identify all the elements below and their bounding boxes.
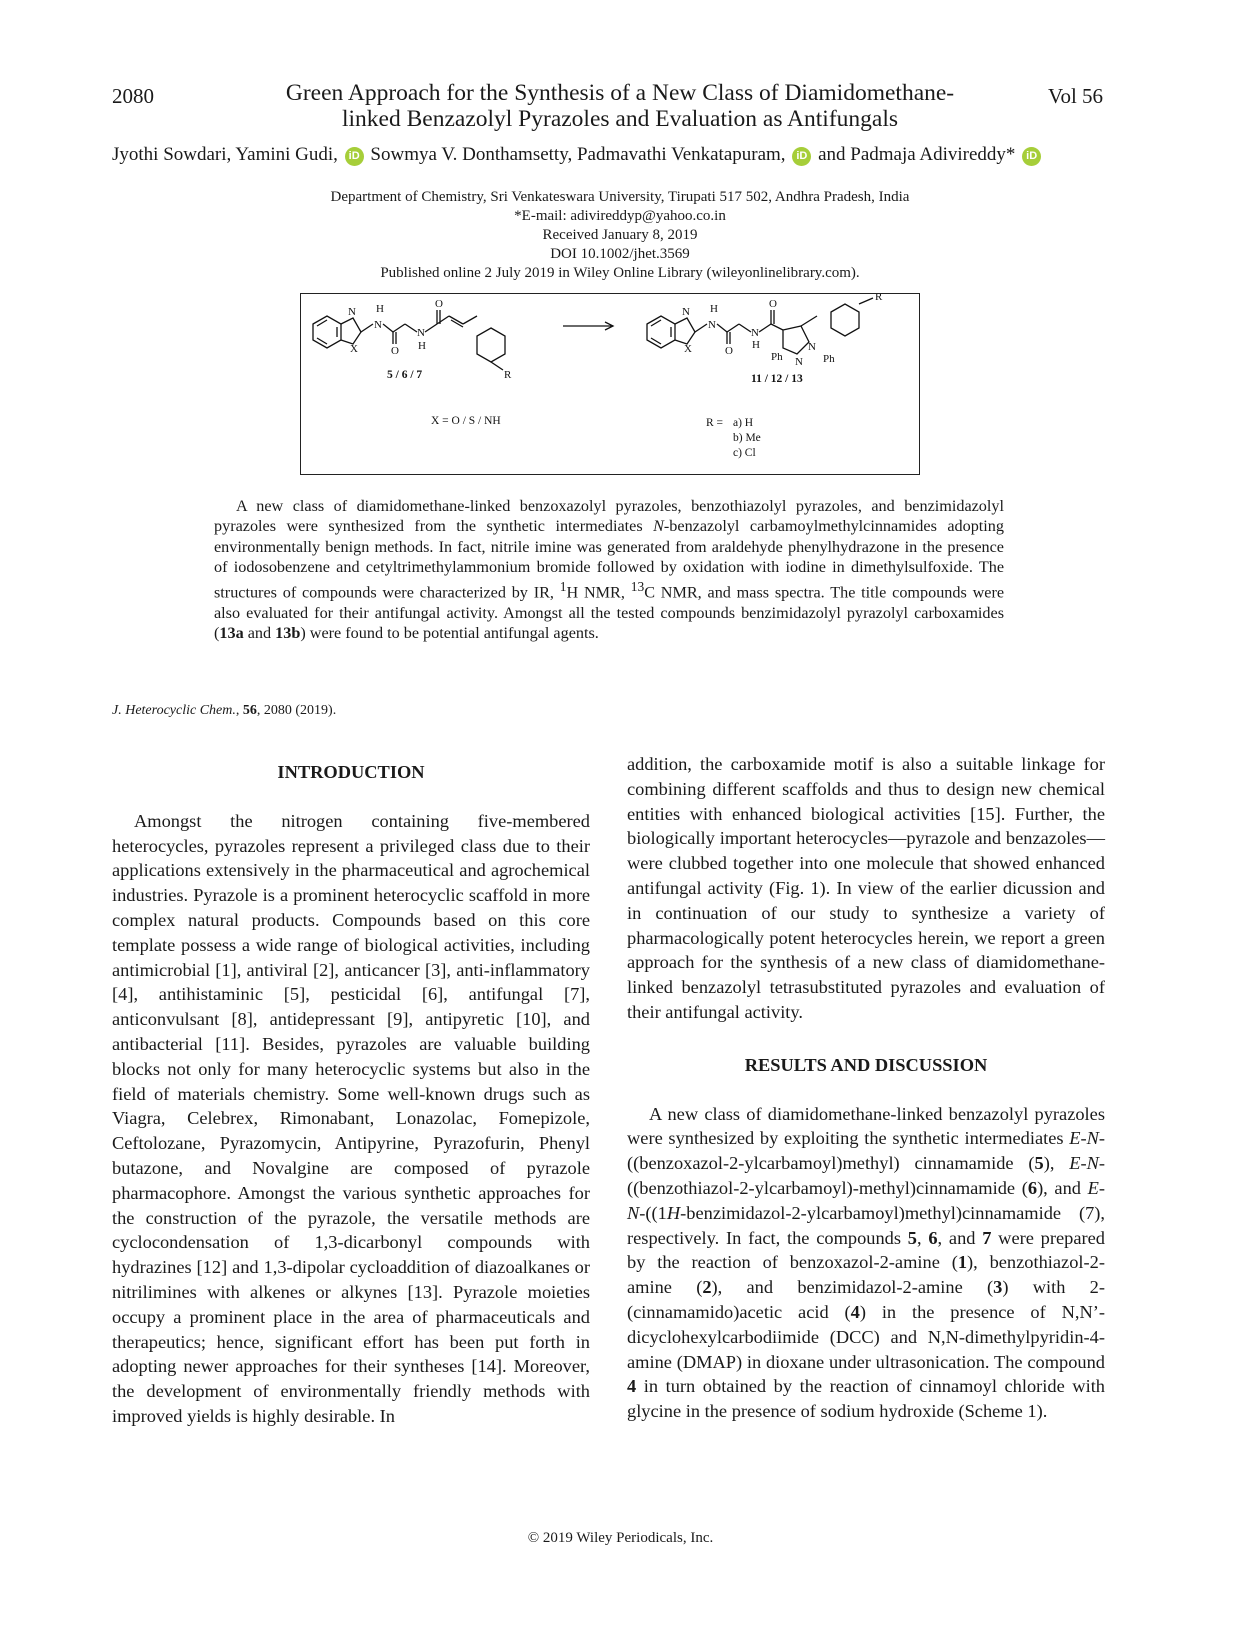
compound-ref: 4 — [850, 1301, 860, 1322]
atom-label: O — [391, 345, 399, 357]
received-date: Received January 8, 2019 — [542, 227, 698, 243]
text-run: -((benzoxazol-2-ylcarbamoyl)methyl) cinnamamide ( — [627, 1128, 1105, 1174]
authors-part-2: Sowmya V. Donthamsetty, Padmavathi Venkatapuram, — [370, 144, 786, 165]
abstract-part: H NMR, — [566, 583, 625, 602]
compound-ref: 6 — [928, 1227, 938, 1248]
published-online: Published online 2 July 2019 in Wiley Online Library (wileyonlinelibrary.com). — [380, 265, 860, 281]
atom-label: O — [435, 298, 443, 310]
atom-label: N — [808, 341, 816, 353]
abstract-text — [214, 496, 1004, 643]
doi[interactable]: DOI 10.1002/jhet.3569 — [550, 246, 690, 262]
r-option-a: a) H — [733, 417, 754, 429]
text-italic: E-N — [627, 1177, 1105, 1223]
atom-label: H — [752, 339, 760, 351]
reactant-aryl-ring — [477, 328, 505, 362]
atom-label: N — [795, 356, 803, 368]
graphical-abstract-scheme — [300, 293, 920, 475]
pyrazole-ring — [783, 326, 809, 354]
orcid-icon[interactable]: iD — [792, 147, 811, 166]
text-run: were prepared by the reaction of benzoxazol-2-amine ( — [627, 1227, 1105, 1273]
compound-ref: 13a — [219, 624, 244, 643]
compound-ref: 3 — [993, 1277, 1003, 1298]
affiliation-block — [220, 188, 1020, 283]
compound-ref: 1 — [957, 1252, 968, 1273]
text-run: ) with 2-(cinnamamido)acetic acid ( — [627, 1277, 1105, 1322]
compound-ref: 13b — [275, 624, 301, 643]
x-definition: X = O / S / NH — [431, 415, 501, 427]
journal-name: J. Heterocyclic Chem. — [112, 703, 236, 718]
r-option-b: b) Me — [733, 432, 761, 444]
introduction-heading: INTRODUCTION — [277, 762, 425, 782]
compound-ref: 7 — [982, 1227, 992, 1248]
text-run: ), and benzimidazol-2-amine ( — [711, 1277, 994, 1298]
department: Department of Chemistry, Sri Venkateswara University, Tirupati 517 502, Andhra Pradesh, India — [330, 189, 910, 205]
journal-volume: 56 — [242, 703, 257, 718]
atom-label: N — [348, 306, 356, 318]
text-run: ) in the presence of N,N’-dicyclohexylcarbodiimide (DCC) and N,N-dimethylpyridin-4-amine (DMAP) in dioxane under ultrasonication. The compound — [627, 1301, 1105, 1372]
email[interactable]: *E-mail: adivireddyp@yahoo.co.in — [514, 208, 726, 224]
abstract-italic: N — [653, 517, 664, 536]
title-line-1: Green Approach for the Synthesis of a New Class of Diamidomethane- — [285, 80, 955, 106]
atom-label: Ph — [771, 351, 783, 363]
orcid-icon[interactable]: iD — [1022, 147, 1041, 166]
abstract-part: C NMR, and mass spectra. The title compounds were also evaluated for their antifungal activity. Amongst all the tested compounds benzimidazolyl pyrazolyl carboxamides ( — [214, 583, 1005, 643]
article-title — [220, 80, 1020, 132]
introduction-paragraph: Amongst the nitrogen containing five-membered heterocycles, pyrazoles represent a privileged class due to their applications extensively in the pharmaceutical and agrochemical industries. Pyrazole is a prominent heterocyclic scaffold in more complex natural products. Compounds based on this core template possess a wide range of biological activities, including antimicrobial [1], antiviral [2], anticancer [3], anti-inflammatory [4], antihistaminic [5], pesticidal [6], antifungal [7], anticonvulsant [8], antidepressant [9], antipyretic [10], and antibacterial [11]. Besides, pyrazoles are valuable building blocks not only for many heterocyclic systems but also in the field of materials chemistry. Some well-known drugs such as Viagra, Celebrex, Rimonabant, Lonazolac, Fomepizole, Ceftolozane, Pyrazomycin, Antipyrine, Pyrazofurin, Phenyl butazone, and Novalgine are composed of pyrazole pharmacophore. Amongst the various synthetic approaches for the construction of the pyrazole, the versatile methods are cyclocondensation of 1,3-dicarbonyl compounds with hydrazines [12] and 1,3-dipolar cycloaddition of diazoalkanes or nitrilimines with alkenes or alkynes [13]. Pyrazole moieties occupy a prominent place in the area of pharmaceuticals and therapeutics; hence, significant effort has been put forth in adopting newer approaches for their syntheses [14]. Moreover, the development of environmentally friendly methods with improved yields is highly desirable. In — [112, 810, 590, 1426]
text-run: -((benzothiazol-2-ylcarbamoyl)-methyl)cinnamamide ( — [627, 1153, 1105, 1198]
text-run: ), and — [1037, 1177, 1088, 1198]
atom-label: O — [725, 345, 733, 357]
text-run: , — [916, 1227, 929, 1248]
compound-ref: 6 — [1027, 1177, 1038, 1198]
r-option-c: c) Cl — [733, 447, 756, 459]
copyright-footer: © 2019 Wiley Periodicals, Inc. — [527, 1530, 714, 1546]
atom-label: H — [418, 340, 426, 352]
title-line-2: linked Benzazolyl Pyrazoles and Evaluation as Antifungals — [341, 106, 899, 132]
text-run: -((1 — [639, 1202, 667, 1223]
atom-label: H — [376, 303, 384, 315]
abstract-part: and — [247, 624, 272, 643]
atom-label: N — [708, 319, 716, 331]
atom-label: R — [504, 369, 512, 381]
abstract-part: ) were found to be potential antifungal agents. — [300, 624, 599, 643]
product-compound-label: 11 / 12 / 13 — [751, 373, 803, 385]
atom-label: N — [374, 319, 382, 331]
author-list — [112, 144, 1132, 166]
journal-citation: J. Heterocyclic Chem., 56, 2080 (2019). — [112, 703, 337, 718]
atom-label: Ph — [823, 353, 835, 365]
text-italic: E-N — [1069, 1153, 1099, 1174]
atom-label: N — [417, 327, 425, 339]
volume-label: Vol 56 — [1048, 84, 1104, 108]
superscript: 1 — [559, 579, 567, 595]
text-run: ), benzothiazol-2-amine ( — [627, 1252, 1105, 1298]
orcid-icon[interactable]: iD — [345, 147, 364, 166]
compound-ref: 4 — [627, 1376, 637, 1397]
atom-label: X — [350, 343, 358, 355]
atom-label: N — [751, 327, 759, 339]
text-run: A new class of diamidomethane-linked benzazolyl pyrazoles were synthesized by exploiting the synthetic intermediates — [627, 1103, 1105, 1149]
atom-label: O — [769, 298, 777, 310]
text-run: -benzimidazol-2-ylcarbamoyl)methyl)cinnamamide (7), respectively. In fact, the compounds — [627, 1202, 1105, 1248]
text-run: , and — [937, 1227, 983, 1248]
compound-ref: 5 — [1034, 1153, 1044, 1174]
atom-label: X — [684, 343, 692, 355]
left-column — [112, 760, 590, 1429]
introduction-continuation: addition, the carboxamide motif is also a suitable linkage for combining different scaffolds and thus to design new chemical entities with enhanced biological activities [15]. Further, the biologically important heterocycles—pyrazole and benzazoles—were clubbed together into one molecule that showed enhanced antifungal activity (Fig. 1). In view of the earlier dicussion and in continuation of our study to synthesize a variety of pharmacologically potent heterocycles herein, we report a green approach for the synthesis of a new class of diamidomethane-linked benzazolyl tetrasubstituted pyrazoles and evaluation of their antifungal activity. — [627, 754, 1105, 1022]
atom-label: R — [875, 294, 883, 303]
atom-label: N — [682, 306, 690, 318]
reactant-compound-label: 5 / 6 / 7 — [387, 369, 423, 381]
authors-part-1: Jyothi Sowdari, Yamini Gudi, — [112, 144, 338, 165]
product-aryl-ring — [831, 304, 859, 336]
abstract-part: A new class of diamidomethane-linked benzoxazolyl pyrazoles, benzothiazolyl pyrazoles, and benzimidazolyl pyrazoles were synthesized from the synthetic intermediates — [214, 497, 1004, 536]
superscript: 13 — [630, 579, 645, 595]
abstract — [214, 496, 1004, 643]
text-italic: E-N — [1069, 1128, 1099, 1149]
text-italic: H — [666, 1202, 681, 1223]
compound-ref: 5 — [907, 1227, 917, 1248]
text-run: ), — [1043, 1153, 1070, 1174]
authors-part-3: and Padmaja Adivireddy* — [818, 144, 1016, 165]
right-column — [627, 752, 1105, 1424]
r-prefix: R = — [706, 417, 724, 429]
abstract-part: -benzazolyl carbamoylmethylcinnamides adopting environmentally benign methods. In fact, nitrile imine was generated from araldehyde phenylhydrazone in the presence of iodosobenzene and cetyltrimethylammonium bromide followed by oxidation with iodine in dimethylsulfoxide. The structures of compounds were characterized by IR, — [214, 517, 1004, 602]
atom-label: H — [710, 303, 718, 315]
page-number: 2080 — [112, 84, 154, 108]
citation-rest: , 2080 (2019). — [256, 703, 337, 718]
results-paragraph — [627, 1102, 1105, 1424]
compound-ref: 2 — [702, 1277, 712, 1298]
text-run: in turn obtained by the reaction of cinnamoyl chloride with glycine in the presence of sodium hydroxide (Scheme 1). — [627, 1376, 1105, 1422]
results-heading: RESULTS AND DISCUSSION — [744, 1054, 988, 1075]
reaction-scheme-svg — [301, 294, 918, 473]
